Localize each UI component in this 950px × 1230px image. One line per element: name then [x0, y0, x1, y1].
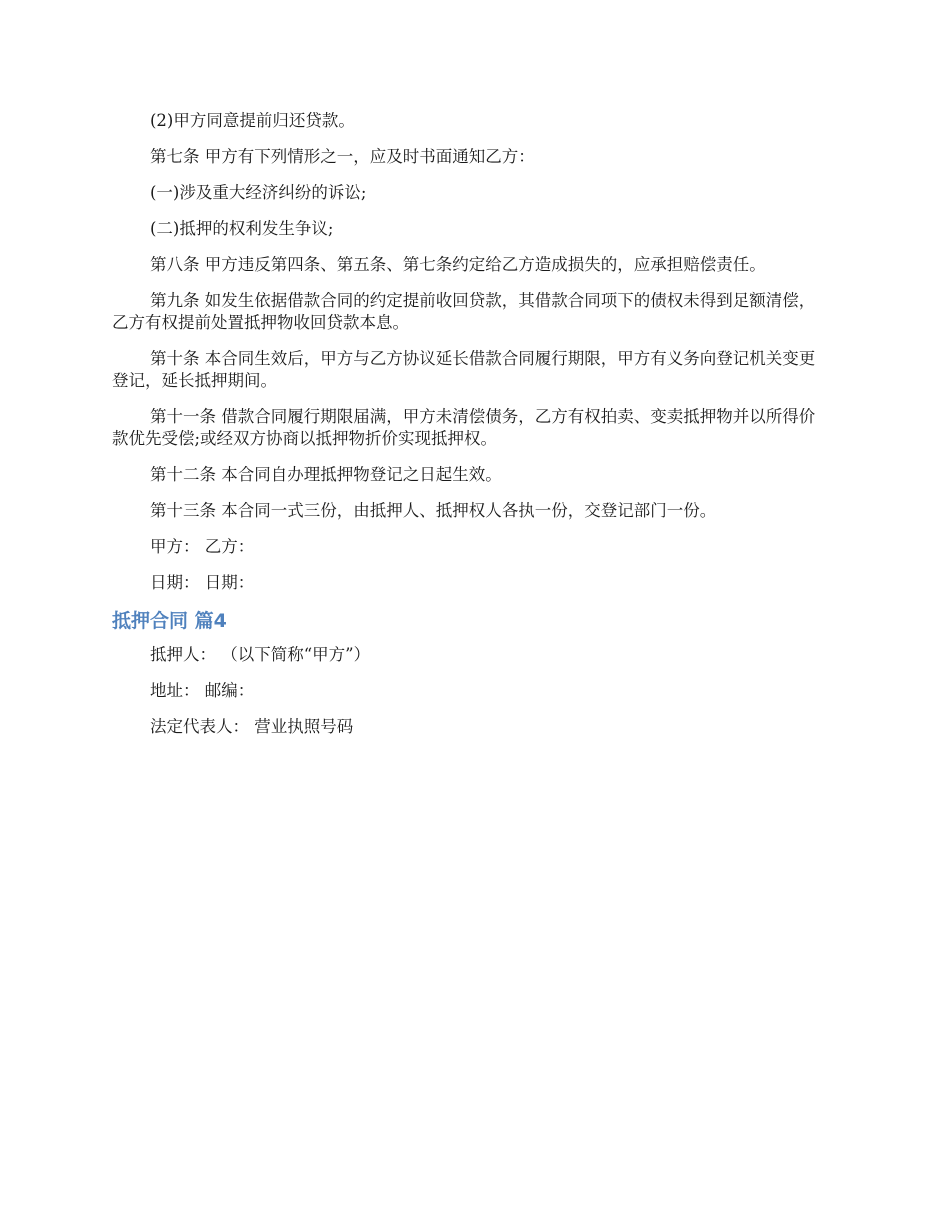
paragraph-prepayment: (2)甲方同意提前归还贷款。 [150, 111, 355, 130]
document-page [112, 110, 828, 752]
paragraph-article-7: 第七条 甲方有下列情形之一，应及时书面通知乙方： [150, 147, 535, 166]
paragraph-article-13: 第十三条 本合同一式三份，由抵押人、抵押权人各执一份，交登记部门一份。 [150, 501, 717, 520]
paragraph-mortgagor: 抵押人： （以下简称“甲方”） [150, 645, 371, 664]
signature-dates: 日期： 日期： [150, 573, 255, 592]
paragraph-item-1: (一)涉及重大经济纠纷的诉讼; [150, 183, 367, 202]
paragraph-address: 地址： 邮编： [150, 681, 255, 700]
paragraph-article-8: 第八条 甲方违反第四条、第五条、第七条约定给乙方造成损失的，应承担赔偿责任。 [150, 255, 766, 274]
paragraph-item-2: (二)抵押的权利发生争议; [150, 219, 334, 238]
paragraph-article-11: 第十一条 借款合同履行期限届满，甲方未清偿债务，乙方有权拍卖、变卖抵押物并以所得价款优先受偿;或经双方协商以抵押物折价实现抵押权。 [112, 407, 816, 448]
section-heading: 抵押合同 篇4 [112, 610, 227, 632]
paragraph-article-10: 第十条 本合同生效后，甲方与乙方协议延长借款合同履行期限，甲方有义务向登记机关变更登记，延长抵押期间。 [112, 349, 816, 390]
signature-parties: 甲方： 乙方： [150, 537, 255, 556]
paragraph-article-9: 第九条 如发生依据借款合同的约定提前收回贷款，其借款合同项下的债权未得到足额清偿，乙方有权提前处置抵押物收回贷款本息。 [112, 291, 816, 332]
paragraph-article-12: 第十二条 本合同自办理抵押物登记之日起生效。 [150, 465, 502, 484]
paragraph-legal-rep: 法定代表人： 营业执照号码 [150, 717, 354, 736]
